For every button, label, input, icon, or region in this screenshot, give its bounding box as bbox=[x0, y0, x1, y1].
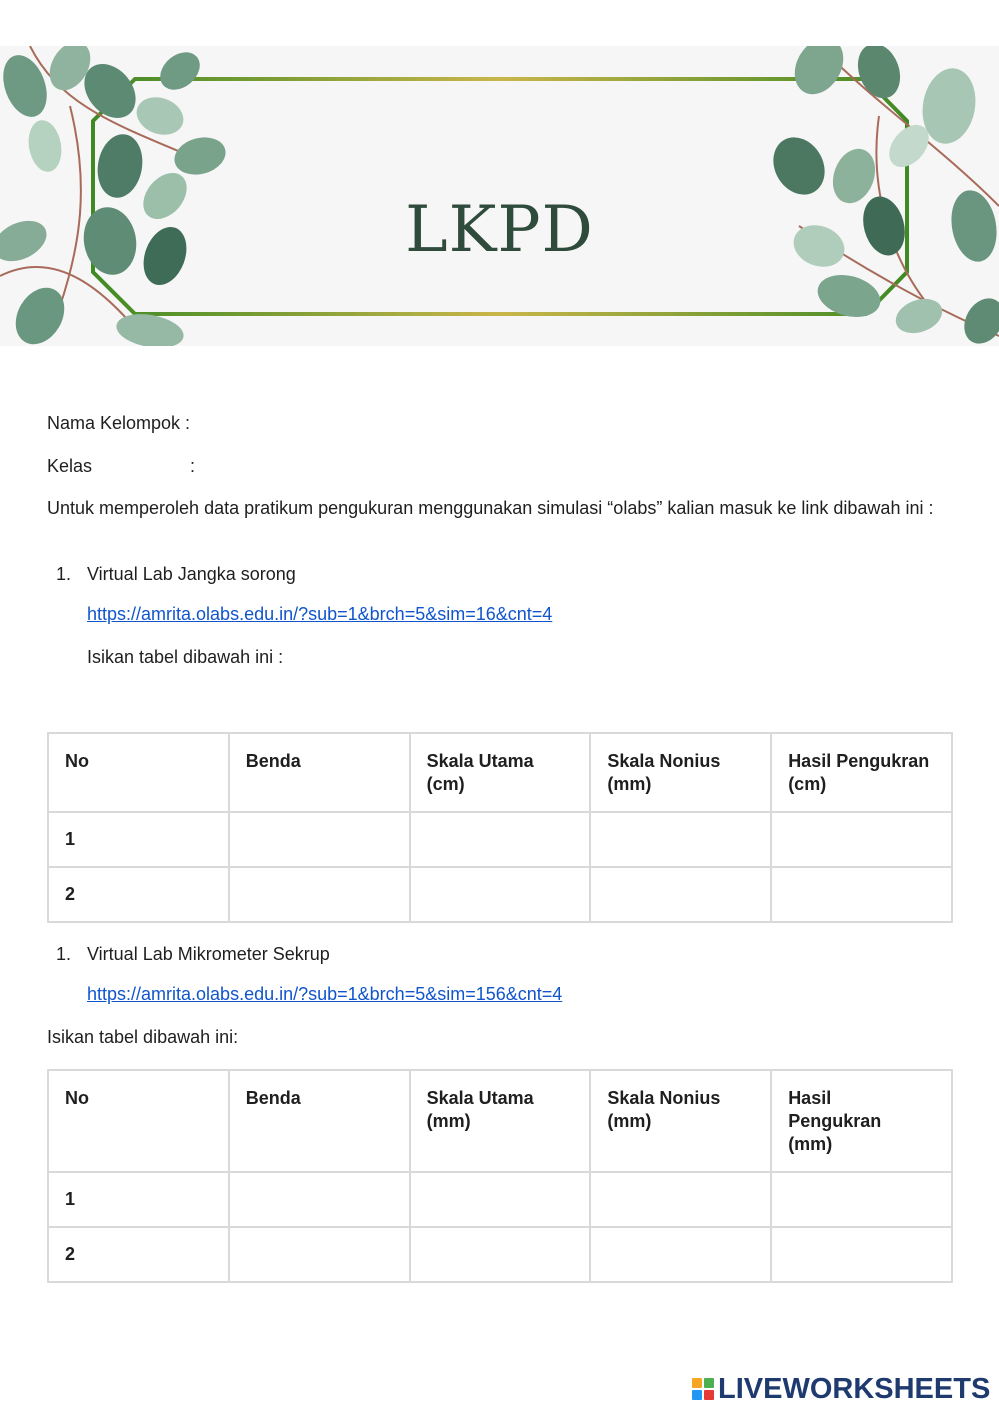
eucalyptus-leaves-left-decoration bbox=[0, 46, 240, 346]
result-input-cell[interactable] bbox=[771, 812, 952, 867]
main-scale-input-cell[interactable] bbox=[410, 1172, 591, 1227]
vernier-scale-input-cell[interactable] bbox=[590, 1172, 771, 1227]
logo-blocks-icon bbox=[692, 1378, 714, 1400]
eucalyptus-leaves-right-decoration bbox=[759, 46, 999, 346]
header-banner bbox=[0, 46, 999, 346]
section1-number: 1. bbox=[56, 564, 72, 584]
table-row bbox=[48, 1172, 952, 1227]
page-title: LKPD bbox=[405, 193, 594, 267]
section2-number: 1. bbox=[56, 944, 72, 964]
header-cell-main-scale: Skala Utama (mm) bbox=[410, 1070, 591, 1172]
table-header-row bbox=[48, 1070, 952, 1172]
section1-title: Virtual Lab Jangka sorong bbox=[87, 564, 296, 584]
class-colon: : bbox=[190, 456, 196, 476]
header-cell-object: Benda bbox=[229, 1070, 410, 1172]
result-input-cell[interactable] bbox=[771, 1172, 952, 1227]
object-input-cell[interactable] bbox=[229, 1227, 410, 1282]
result-input-cell[interactable] bbox=[771, 867, 952, 922]
intro-text: Untuk memperoleh data pratikum pengukuran menggunakan simulasi “olabs” kalian masuk ke link dibawah ini : bbox=[47, 498, 934, 518]
class-label: Kelas bbox=[47, 456, 93, 476]
main-scale-input-cell[interactable] bbox=[410, 867, 591, 922]
header-cell-no: No bbox=[48, 733, 229, 812]
group-name-label: Nama Kelompok : bbox=[47, 413, 191, 433]
row-number-cell: 1 bbox=[48, 812, 229, 867]
header-cell-result: Hasil Pengukran (cm) bbox=[771, 733, 952, 812]
main-scale-input-cell[interactable] bbox=[410, 1227, 591, 1282]
row-number-cell: 2 bbox=[48, 1227, 229, 1282]
table-row bbox=[48, 812, 952, 867]
main-scale-input-cell[interactable] bbox=[410, 812, 591, 867]
section2-title: Virtual Lab Mikrometer Sekrup bbox=[87, 944, 330, 964]
result-input-cell[interactable] bbox=[771, 1227, 952, 1282]
vernier-scale-input-cell[interactable] bbox=[590, 867, 771, 922]
liveworksheets-logo[interactable] bbox=[692, 1374, 990, 1404]
header-cell-vernier-scale: Skala Nonius (mm) bbox=[590, 733, 771, 812]
section1-link[interactable]: https://amrita.olabs.edu.in/?sub=1&brch=5&sim=16&cnt=4 bbox=[87, 604, 553, 624]
vernier-scale-input-cell[interactable] bbox=[590, 812, 771, 867]
section1-table bbox=[47, 732, 953, 923]
header-cell-object: Benda bbox=[229, 733, 410, 812]
object-input-cell[interactable] bbox=[229, 812, 410, 867]
section2-instruction: Isikan tabel dibawah ini: bbox=[47, 1027, 239, 1047]
header-cell-main-scale: Skala Utama (cm) bbox=[410, 733, 591, 812]
section2-table bbox=[47, 1069, 953, 1283]
table-row bbox=[48, 867, 952, 922]
section2-link[interactable]: https://amrita.olabs.edu.in/?sub=1&brch=5&sim=156&cnt=4 bbox=[87, 984, 563, 1004]
table-row bbox=[48, 1227, 952, 1282]
header-cell-result: Hasil Pengukran (mm) bbox=[771, 1070, 952, 1172]
row-number-cell: 2 bbox=[48, 867, 229, 922]
object-input-cell[interactable] bbox=[229, 867, 410, 922]
row-number-cell: 1 bbox=[48, 1172, 229, 1227]
header-cell-no: No bbox=[48, 1070, 229, 1172]
vernier-scale-input-cell[interactable] bbox=[590, 1227, 771, 1282]
object-input-cell[interactable] bbox=[229, 1172, 410, 1227]
table-header-row bbox=[48, 733, 952, 812]
section1-instruction: Isikan tabel dibawah ini : bbox=[87, 647, 284, 667]
logo-text: LIVEWORKSHEETS bbox=[718, 1372, 991, 1405]
header-cell-vernier-scale: Skala Nonius (mm) bbox=[590, 1070, 771, 1172]
